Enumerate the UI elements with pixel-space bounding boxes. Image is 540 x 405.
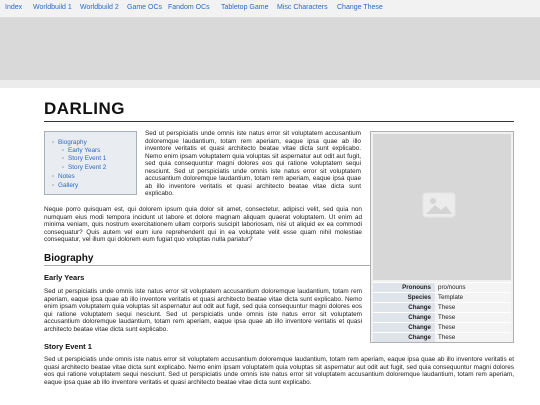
infobox-row: [373, 312, 511, 322]
subsection-heading-early-years: Early Years: [44, 273, 85, 282]
infobox-row: [373, 322, 511, 332]
infobox-row-species: [373, 292, 511, 302]
nav-link-fandom-ocs[interactable]: Fandom OCs: [168, 4, 210, 11]
infobox-row-pronouns: [373, 282, 511, 292]
story-event-1-paragraph: Sed ut perspiciatis unde omnis iste natus error sit voluptatem accusantium doloremque laudantium, totam rem aperiam, eaque ipsa quae ab illo inventore veritatis et quasi architecto beatae vitae dicta sunt explicabo. Nemo enim ipsam voluptatem quia voluptas sit aspernatur aut odit aut fugit, sed quia consequuntur magni dolores eos qui ratione voluptatem sequi nesciunt. Sed ut perspiciatis unde omnis iste natus error sit voluptatem accusantium doloremque laudantium, totam rem aperiam, eaque ipsa quae ab illo inventore veritatis et quasi architecto beatae vitae dicta sunt explicabo.: [44, 356, 514, 386]
section-heading-biography: Biography: [44, 253, 94, 264]
page-title: DARLING: [44, 99, 125, 118]
nav-link-index[interactable]: Index: [5, 4, 23, 11]
infobox-value: Template: [435, 293, 511, 302]
toc-item-gallery[interactable]: ◦ Gallery: [58, 182, 78, 189]
toc-item-biography[interactable]: ◦ Biography: [58, 139, 87, 146]
character-image: [373, 134, 511, 280]
infobox-label: Pronouns: [373, 283, 435, 292]
table-of-contents: [44, 131, 137, 195]
infobox-value: These: [435, 323, 511, 332]
infobox-value: These: [435, 333, 511, 342]
intro-paragraph: Neque porro quisquam est, qui dolorem ipsum quia dolor sit amet, consectetur, adipisci velit, sed quia non numquam eius modi tempora incidunt ut labore et dolore magnam aliquam quaerat voluptatem. Ut enim ad minima veniam, quis nostrum exercitationem ullam corporis suscipit laboriosam, nisi ut aliquid ex ea commodi consequatur? Quis autem vel eum iure reprehenderit qui in ea voluptate velit esse quam nihil molestiae consequatur, vel illum qui dolorem eum fugiat quo voluptas nulla pariatur?: [44, 206, 362, 243]
toc-item-story-event-1[interactable]: ◦ Story Event 1: [68, 155, 106, 162]
infobox-value: pro/nouns: [435, 283, 511, 292]
infobox-value: These: [435, 303, 511, 312]
banner-strip: [0, 80, 540, 88]
intro-paragraph-side: Sed ut perspiciatis unde omnis iste natus error sit voluptatem accusantium doloremque laudantium, totam rem aperiam, eaque ipsa quae ab illo inventore veritatis et quasi architecto beatae vitae dicta sunt explicabo. Nemo enim ipsam voluptatem quia voluptas sit aspernatur aut odit aut fugit, sed quia consequuntur magni dolores eos qui ratione voluptatem sequi nesciunt. Sed ut perspiciatis unde omnis iste natus error sit voluptatem accusantium doloremque laudantium, totam rem aperiam, eaque ipsa quae ab illo inventore veritatis et quasi architecto beatae vitae dicta sunt explicabo.: [145, 130, 361, 197]
infobox-value: These: [435, 313, 511, 322]
infobox-label: Change: [373, 323, 435, 332]
title-divider: [44, 121, 514, 122]
section-divider: [44, 265, 370, 266]
infobox-label: Change: [373, 303, 435, 312]
early-years-paragraph: Sed ut perspiciatis unde omnis iste natus error sit voluptatem accusantium doloremque laudantium, totam rem aperiam, eaque ipsa quae ab illo inventore veritatis et quasi architecto beatae vitae dicta sunt explicabo. Nemo enim ipsam voluptatem quia voluptas sit aspernatur aut odit aut fugit, sed quia consequuntur magni dolores eos qui ratione voluptatem sequi nesciunt. Sed ut perspiciatis unde omnis iste natus error sit voluptatem accusantium doloremque laudantium, totam rem aperiam, eaque ipsa quae ab illo inventore veritatis et quasi architecto beatae vitae dicta sunt explicabo.: [44, 288, 362, 333]
toc-item-notes[interactable]: ◦ Notes: [58, 173, 75, 180]
nav-link-worldbuild-2[interactable]: Worldbuild 2: [80, 4, 119, 11]
infobox-row: [373, 332, 511, 342]
infobox-label: Species: [373, 293, 435, 302]
toc-item-story-event-2[interactable]: ◦ Story Event 2: [68, 164, 106, 171]
nav-link-worldbuild-1[interactable]: Worldbuild 1: [33, 4, 72, 11]
nav-link-misc-characters[interactable]: Misc Characters: [277, 4, 328, 11]
infobox-label: Change: [373, 333, 435, 342]
toc-item-early-years[interactable]: ◦ Early Years: [68, 147, 100, 154]
nav-link-game-ocs[interactable]: Game OCs: [127, 4, 163, 11]
subsection-heading-story-event-1: Story Event 1: [44, 342, 92, 351]
character-infobox: [370, 131, 514, 343]
infobox-label: Change: [373, 313, 435, 322]
nav-link-tabletop-game[interactable]: Tabletop Game: [221, 4, 269, 11]
infobox-row: [373, 302, 511, 312]
header-banner: [0, 18, 540, 80]
nav-link-change-these[interactable]: Change These: [337, 4, 383, 11]
top-navigation: [0, 0, 540, 18]
image-placeholder-icon: [422, 192, 456, 218]
